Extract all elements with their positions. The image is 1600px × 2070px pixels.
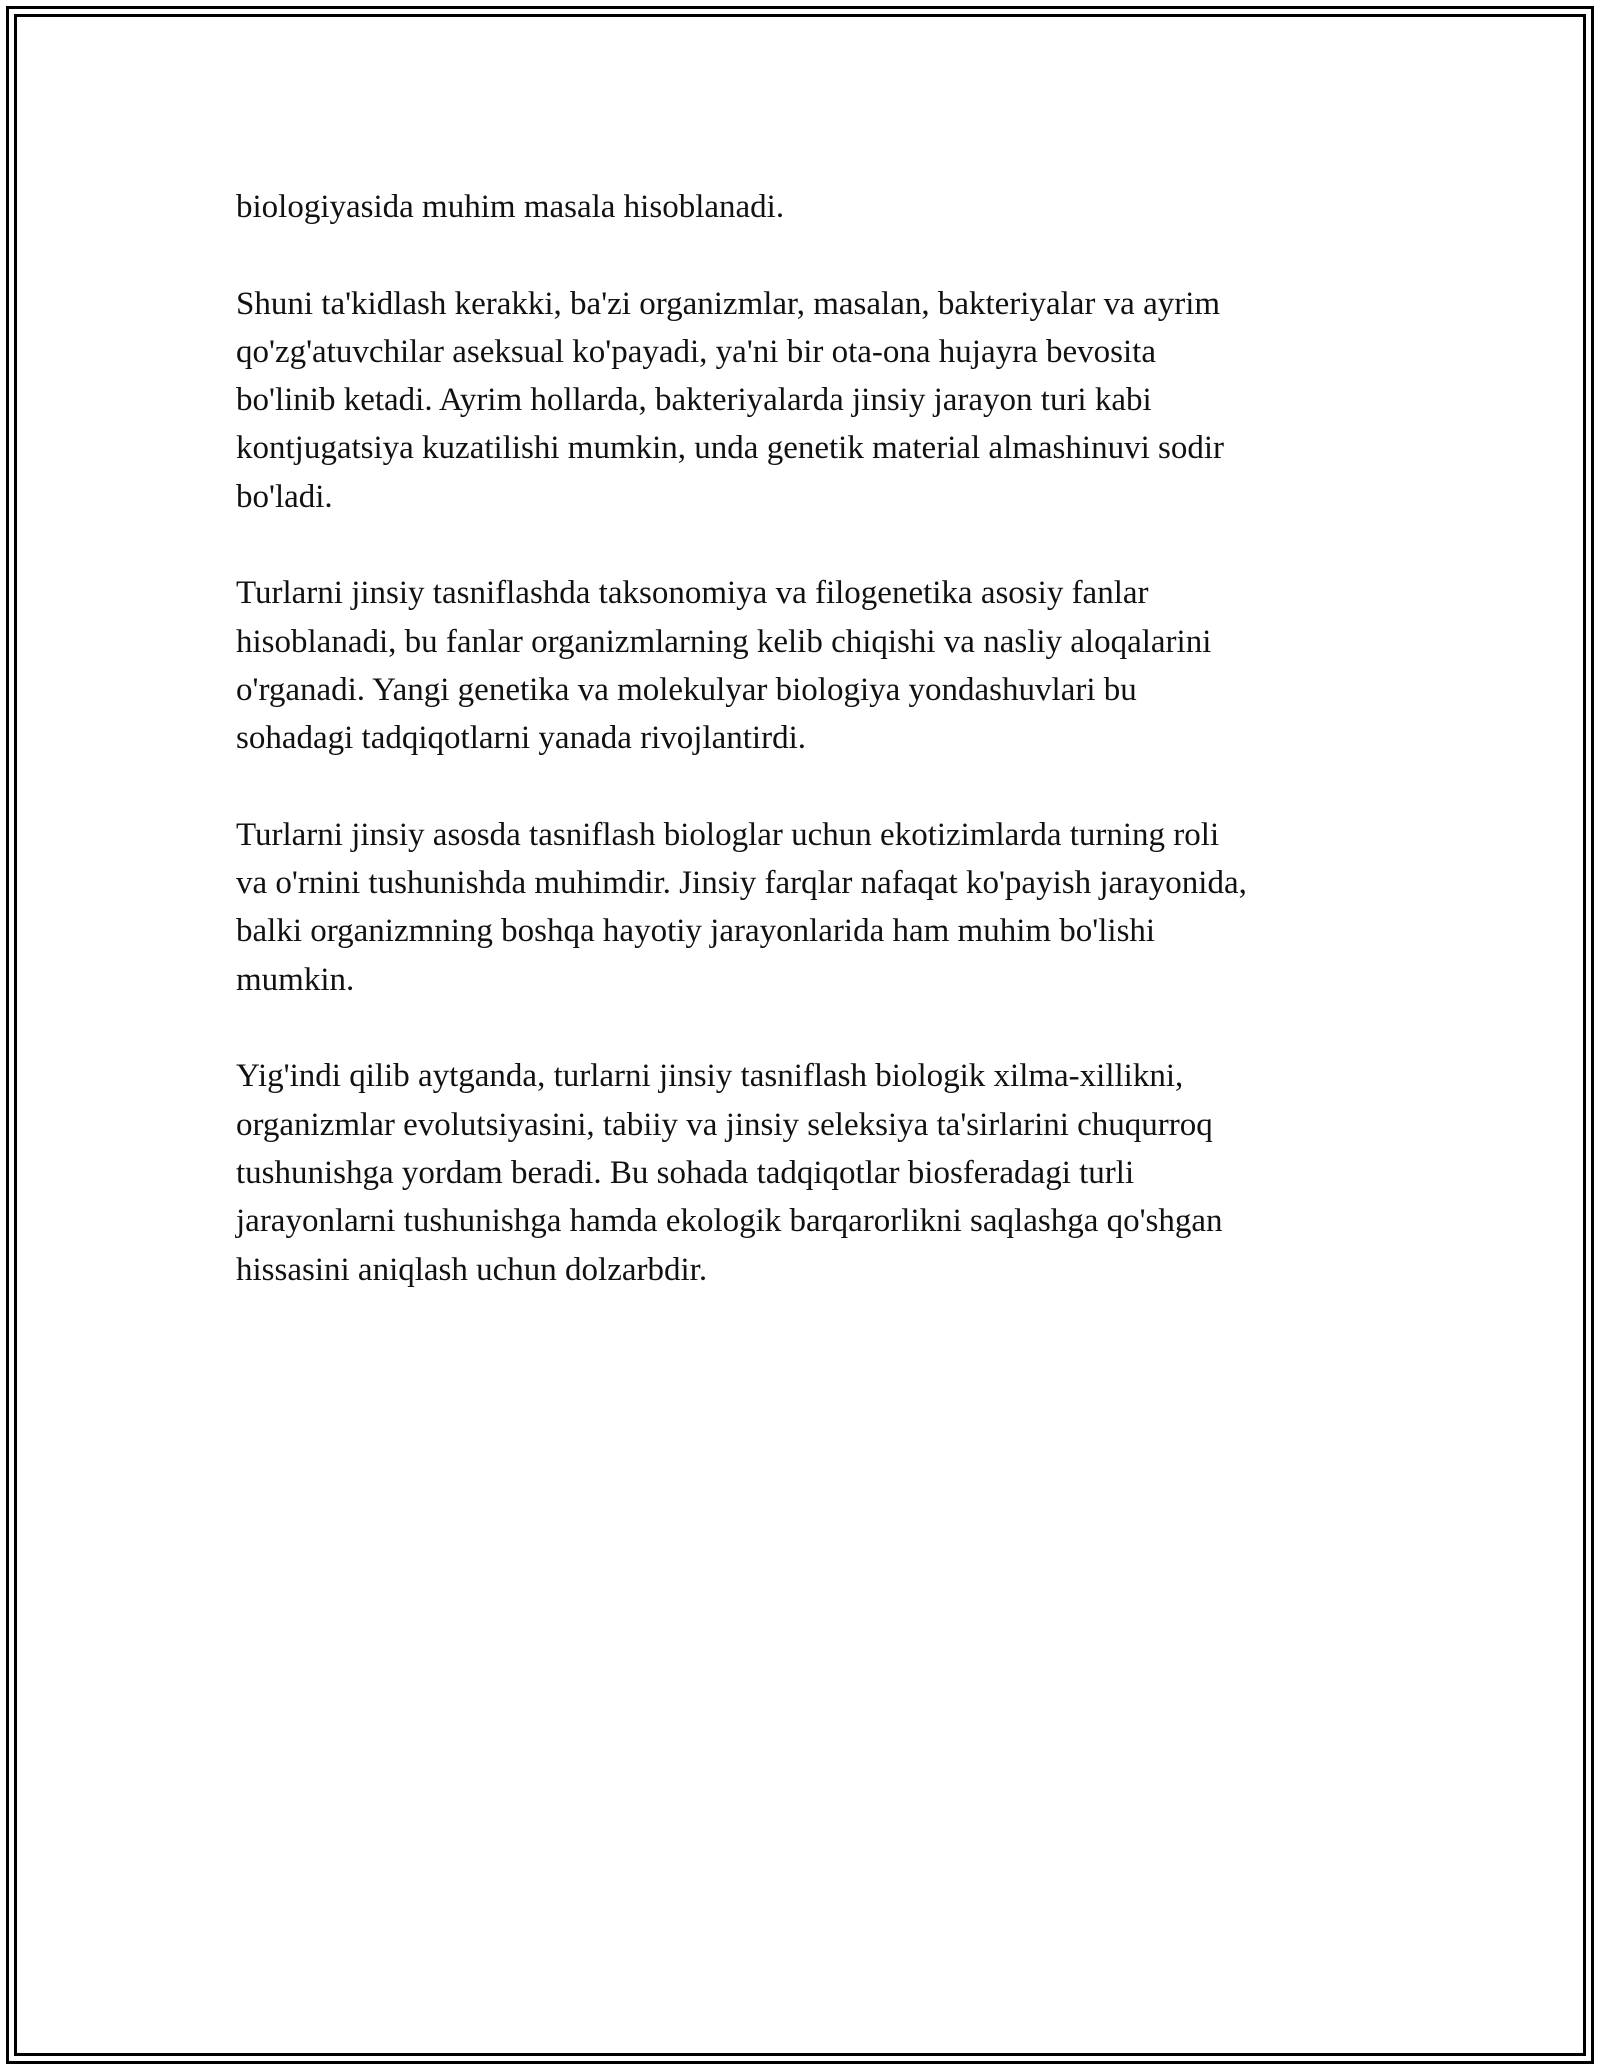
paragraph-1 <box>236 183 1371 231</box>
text-line: qo'zg'atuvchilar aseksual ko'payadi, ya'ni bir ota-ona hujayra bevosita <box>236 333 1156 370</box>
paragraph-5 <box>236 1052 1371 1293</box>
text-line: Turlarni jinsiy asosda tasniflash biologlar uchun ekotizimlarda turning roli <box>236 816 1220 853</box>
paragraph-2 <box>236 280 1371 521</box>
text-line: bo'linib ketadi. Ayrim hollarda, bakteriyalarda jinsiy jarayon turi kabi <box>236 382 1152 419</box>
text-line: hissasini aniqlash uchun dolzarbdir. <box>236 1251 708 1288</box>
text-line: Yig'indi qilib aytganda, turlarni jinsiy tasniflash biologik xilma-xillikni, <box>236 1058 1184 1095</box>
text-line: organizmlar evolutsiyasini, tabiiy va jinsiy seleksiya ta'sirlarini chuqurroq <box>236 1106 1213 1143</box>
text-line: Shuni ta'kidlash kerakki, ba'zi organizmlar, masalan, bakteriyalar va ayrim <box>236 285 1221 322</box>
text-line: o'rganadi. Yangi genetika va molekulyar biologiya yondashuvlari bu <box>236 671 1137 708</box>
text-line: sohadagi tadqiqotlarni yanada rivojlantirdi. <box>236 720 807 757</box>
text-line: mumkin. <box>236 961 355 998</box>
text-line: bo'ladi. <box>236 478 333 515</box>
text-line: biologiyasida muhim masala hisoblanadi. <box>236 189 785 225</box>
text-line: jarayonlarni tushunishga hamda ekologik barqarorlikni saqlashga qo'shgan <box>236 1203 1223 1240</box>
text-line: kontjugatsiya kuzatilishi mumkin, unda genetik material almashinuvi sodir <box>236 430 1224 467</box>
text-line: hisoblanadi, bu fanlar organizmlarning kelib chiqishi va nasliy aloqalarini <box>236 623 1212 660</box>
text-line: va o'rnini tushunishda muhimdir. Jinsiy farqlar nafaqat ko'payish jarayonida, <box>236 865 1247 902</box>
text-line: tushunishga yordam beradi. Bu sohada tadqiqotlar biosferadagi turli <box>236 1154 1135 1191</box>
paragraph-4 <box>236 811 1371 1004</box>
paragraph-3 <box>236 569 1371 762</box>
text-line: Turlarni jinsiy tasniflashda taksonomiya va filogenetika asosiy fanlar <box>236 575 1149 612</box>
document-body <box>236 183 1371 1342</box>
text-line: balki organizmning boshqa hayotiy jarayonlarida ham muhim bo'lishi <box>236 913 1156 950</box>
